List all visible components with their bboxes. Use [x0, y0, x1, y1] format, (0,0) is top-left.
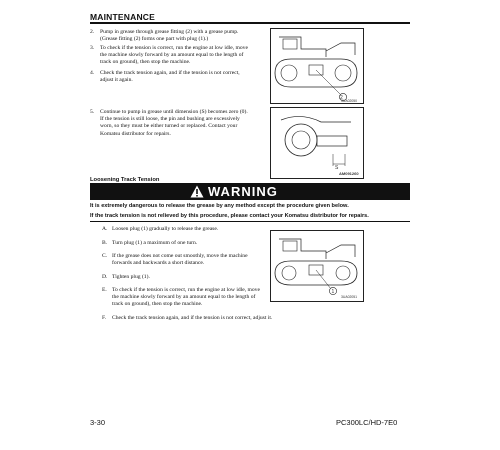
step-text: Turn plug (1) a maximum of one turn. [112, 240, 198, 246]
step-letter: D. [102, 274, 108, 280]
step-number: 3. [90, 45, 95, 51]
figure-drawing [271, 29, 363, 103]
page-number: 3-30 [90, 418, 106, 427]
figure-drawing [271, 231, 363, 301]
section-subtitle: Loosening Track Tension [90, 177, 160, 183]
figure-drawing [271, 108, 363, 178]
figure-plug [270, 230, 364, 302]
step-number: 2. [90, 29, 95, 35]
step-letter: B. [102, 240, 108, 246]
step-text: Check the track tension again, and if the tension is not correct, adjust it again. [100, 70, 240, 84]
figure-callout: 2 [340, 94, 343, 101]
step-text: If the grease does not come out smoothly, move the machine forwards and backwards a short distance. [112, 253, 248, 267]
step-letter: A. [102, 226, 108, 232]
section-header: MAINTENANCE [90, 12, 156, 22]
warning-triangle-icon [190, 185, 204, 198]
step-text: Continue to pump in grease until dimension (S) becomes zero (0). If the tension is still loose, the pin and bushing are excessively worn, so they must be either turned or replaced. Contact your Komatsu distributor for repairs. [100, 109, 248, 137]
warning-banner [90, 183, 410, 200]
header-divider [90, 22, 410, 24]
model-number: PC300LC/HD-7E0 [336, 418, 398, 427]
step-text: Tighten plug (1). [112, 274, 150, 280]
warning-text: If the track tension is not relieved by this procedure, please contact your Komatsu distributor for repairs. [90, 213, 369, 219]
step-number: 5. [90, 109, 95, 115]
step-text: Loosen plug (1) gradually to release the grease. [112, 226, 219, 232]
step-text: Pump in grease through grease fitting (2) with a grease pump. (Grease fitting (2) forms one part with plug (1).) [100, 29, 239, 43]
warning-text: It is extremely dangerous to release the grease by any method except the procedure given below. [90, 203, 349, 209]
step-text: To check if the tension is correct, run the engine at low idle, move the machine slowly forward by an amount equal to the length of track on ground), then stop the machine. [100, 45, 248, 66]
figure-code: AM091260 [339, 171, 359, 176]
figure-callout: 1 [331, 288, 335, 295]
figure-code: 3UA02050 [341, 99, 358, 103]
step-text: To check if the tension is correct, run the engine at low idle, move the machine slowly forward by an amount equal to the length of track on ground), then stop the machine. [112, 287, 260, 308]
step-letter: C. [102, 253, 108, 259]
step-letter: E. [102, 287, 107, 293]
warning-label: WARNING [208, 184, 278, 199]
step-text: Check the track tension again, and if the tension is not correct, adjust it. [112, 315, 273, 321]
step-letter: F. [102, 315, 107, 321]
warning-divider [90, 221, 410, 222]
figure-callout: S [335, 165, 339, 171]
figure-dimension-s [270, 107, 364, 179]
step-number: 4. [90, 70, 95, 76]
figure-track-grease-fitting [270, 28, 364, 104]
figure-code: 3UA02051 [341, 295, 358, 299]
